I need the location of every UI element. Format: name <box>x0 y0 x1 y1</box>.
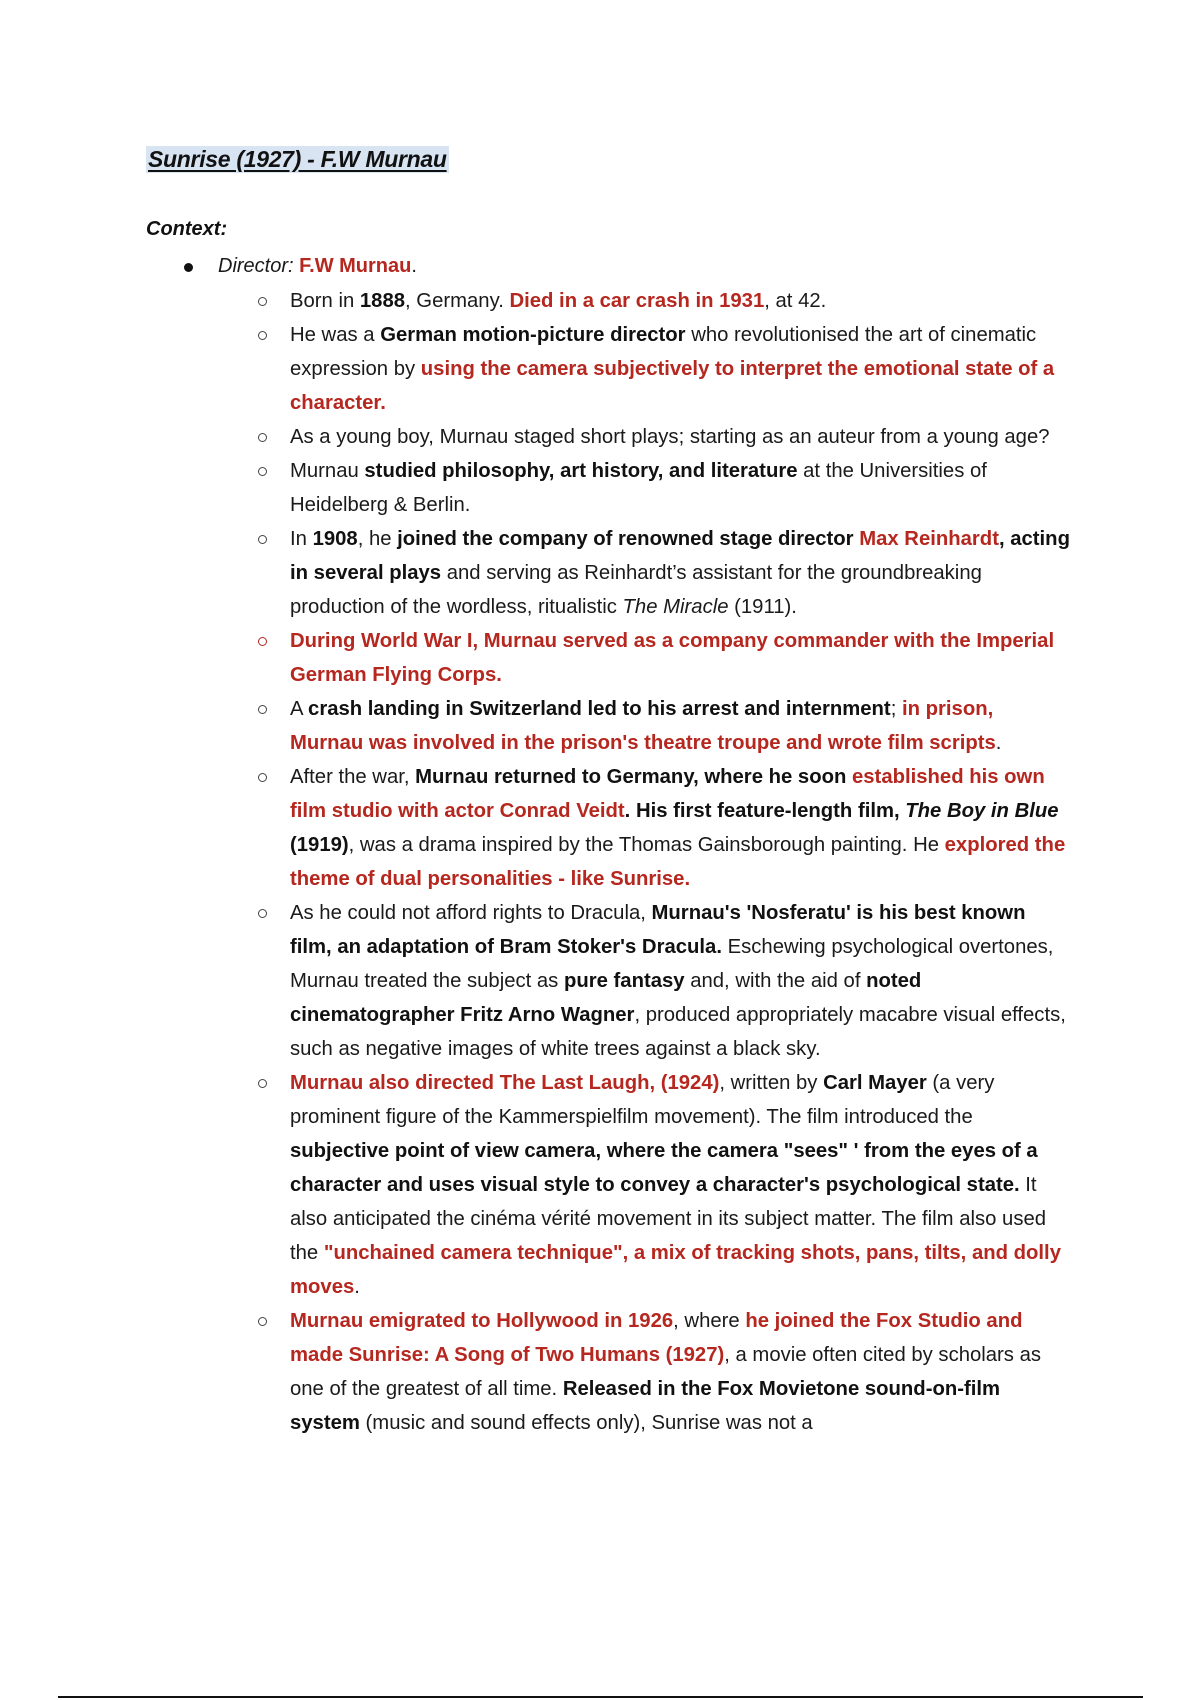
text-run: noted cinematographer Fritz Arno Wagner <box>290 970 922 1026</box>
circle-bullet-icon <box>258 637 267 646</box>
list-item <box>252 624 1072 692</box>
page-title: Sunrise (1927) - F.W Murnau <box>148 146 447 172</box>
text-run: , where <box>673 1310 746 1332</box>
text-run: in prison, Murnau was involved in the prison's theatre troupe and wrote film scripts <box>290 698 996 754</box>
text-run: and, with the aid of <box>684 970 867 992</box>
circle-bullet-icon <box>258 297 267 306</box>
text-run: (1919) <box>290 834 349 856</box>
context-heading: Context: <box>146 218 228 240</box>
circle-bullet-icon <box>258 1317 267 1326</box>
text-run: 1888 <box>359 290 406 312</box>
text-run: . <box>995 732 1002 754</box>
text-run: first feature-length film, <box>673 800 906 822</box>
text-run: at the Universities of Heidelberg & Berlin. <box>290 460 987 516</box>
text-run: , <box>998 528 1011 550</box>
circle-bullet-icon <box>258 433 267 442</box>
text-run: Eschewing psychological overtones, Murnau treated the subject as <box>290 936 1054 992</box>
bullet-icon <box>184 263 193 272</box>
text-run: 1908 <box>312 528 358 550</box>
text-run: (a very prominent figure of the Kammerspielfilm movement). The film introduced the <box>290 1072 995 1128</box>
text-run: After the war, <box>290 766 416 788</box>
text-run: explored the theme of dual personalities - like Sunrise. <box>290 834 1066 890</box>
list-item <box>252 760 1072 896</box>
text-run: In <box>290 528 313 550</box>
list-item <box>252 522 1072 624</box>
circle-bullet-icon <box>258 331 267 340</box>
text-run: , written by <box>719 1072 824 1094</box>
text-run: (1911). <box>728 596 797 618</box>
text-run: , produced appropriately macabre visual effects, such as negative images of white trees against a black sky. <box>290 1004 1066 1060</box>
text-run: , at 42. <box>764 290 827 312</box>
text-run: acting in several plays <box>290 528 1070 584</box>
text-run: (music and sound effects only), Sunrise was not a <box>359 1412 813 1434</box>
circle-bullet-icon <box>258 909 267 918</box>
text-run: Murnau returned to Germany, where he soon <box>415 766 847 788</box>
circle-bullet-icon <box>258 773 267 782</box>
text-run: He was a <box>290 324 381 346</box>
text-run: established his own film studio with actor Conrad Veidt <box>290 766 1045 822</box>
text-run: using the camera subjectively to interpret the emotional state of a character. <box>290 358 1055 414</box>
director-name: F.W Murnau <box>299 255 412 277</box>
list-item <box>252 896 1072 1066</box>
text-run: Died in a car crash in 1931 <box>509 290 765 312</box>
list-item <box>252 284 1072 318</box>
text-run: studied philosophy, art history, and literature <box>364 460 798 482</box>
text-run: Carl Mayer <box>823 1072 927 1094</box>
text-run: , he <box>357 528 398 550</box>
circle-bullet-icon <box>258 535 267 544</box>
text-run: As he could not afford rights to Dracula, <box>290 902 652 924</box>
text-run: crash landing in Switzerland led to his arrest and internment <box>308 698 891 720</box>
text-run: joined the company of renowned stage director <box>397 528 854 550</box>
text-run: Released in the Fox Movietone sound-on-film system <box>290 1378 1001 1434</box>
list-item <box>252 692 1072 760</box>
text-run: ; <box>890 698 902 720</box>
text-run: The Miracle <box>622 596 729 618</box>
circle-bullet-icon <box>258 705 267 714</box>
list-item <box>252 318 1072 420</box>
text-run: As a young boy, Murnau staged short plays; starting as an auteur from a young age? <box>290 426 1050 448</box>
text-run: Born in <box>290 290 360 312</box>
text-run: , Germany. <box>405 290 510 312</box>
circle-bullet-icon <box>258 1079 267 1088</box>
text-run: A <box>290 698 309 720</box>
text-run: Murnau also directed The Last Laugh, (1924) <box>290 1072 720 1094</box>
text-run: he joined the Fox Studio and made Sunrise: A Song of Two Humans (1927) <box>290 1310 1023 1366</box>
text-run: Max Reinhardt <box>859 528 999 550</box>
text-run: The Boy in Blue <box>905 800 1059 822</box>
text-run: and serving as Reinhardt’s assistant for the groundbreaking production of the wordless, ritualistic <box>290 562 982 618</box>
text-run: During World War I, Murnau served as a company commander with the Imperial German Flying Corps. <box>290 630 1055 686</box>
text-run: . His <box>624 800 674 822</box>
list-item <box>252 420 1072 454</box>
director-end: . <box>411 255 417 277</box>
text-run: "unchained camera technique", a mix of tracking shots, pans, tilts, and dolly moves <box>290 1242 1061 1298</box>
director-line <box>218 252 417 280</box>
director-label: Director: <box>218 255 294 277</box>
text-run: who revolutionised the art of cinematic expression by <box>290 324 1037 380</box>
text-run: It also anticipated the cinéma vérité movement in its subject matter. The film also used the <box>290 1174 1047 1264</box>
text-run: Murnau's 'Nosferatu' is his best known film, an adaptation of Bram Stoker's Dracula. <box>290 902 1026 958</box>
list-item <box>252 1304 1072 1440</box>
list-item <box>252 1066 1072 1304</box>
page-divider <box>58 1696 1143 1698</box>
text-run: , was a drama inspired by the Thomas Gainsborough painting. He <box>348 834 945 856</box>
text-run: Murnau emigrated to Hollywood in 1926 <box>290 1310 674 1332</box>
text-run: German motion-picture director <box>380 324 686 346</box>
text-run: , a movie often cited by scholars as one of the greatest of all time. <box>290 1344 1042 1400</box>
sub-bullet-list <box>252 284 1072 1440</box>
list-item <box>252 454 1072 522</box>
text-run: . <box>354 1276 360 1298</box>
circle-bullet-icon <box>258 467 267 476</box>
text-run: Murnau <box>290 460 365 482</box>
text-run: pure fantasy <box>563 970 685 992</box>
text-run: subjective point of view camera, where the camera "sees" ' from the eyes of a character and uses visual style to convey a character's psychological state. <box>290 1140 1038 1196</box>
